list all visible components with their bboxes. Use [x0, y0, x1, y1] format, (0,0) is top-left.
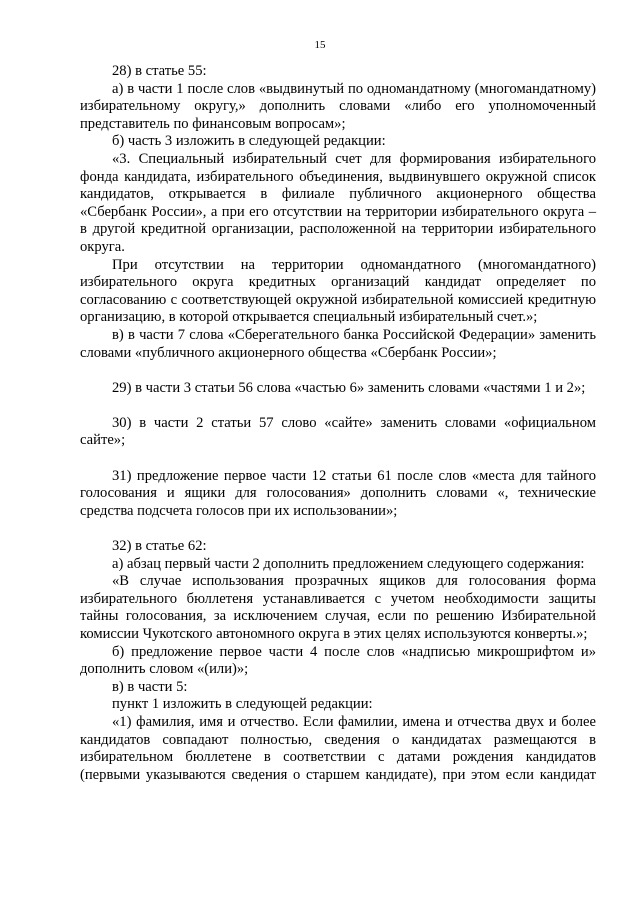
paragraph: 30) в части 2 статьи 57 слово «сайте» заменить словами «официальном сайте»; — [80, 414, 596, 449]
paragraph: а) абзац первый части 2 дополнить предложением следующего содержания: — [112, 555, 585, 572]
paragraph: 32) в статье 62: — [112, 538, 207, 555]
paragraph: а) в части 1 после слов «выдвинутый по одномандатному (многомандатному) избирательному округу,» дополнить словами «либо его уполномоченный представитель по финансовым вопросам»; — [80, 80, 596, 132]
page-number: 15 — [314, 39, 326, 51]
paragraph: 31) предложение первое части 12 статьи 61 после слов «места для тайного голосования и ящики для голосования» дополнить словами «, технические средства подсчета голосов при их использовании»; — [80, 467, 596, 519]
paragraph: б) часть 3 изложить в следующей редакции: — [112, 133, 386, 150]
paragraph: «В случае использования прозрачных ящиков для голосования форма избирательного бюллетеня устанавливается с учетом необходимости защиты тайны голосования, за исключением случая, если по решению Избирательной комиссии Чукотского автономного округа в этих целях используются конверты.»; — [80, 573, 596, 642]
paragraph: в) в части 7 слова «Сберегательного банка Российской Федерации» заменить словами «публичного акционерного общества «Сбербанк России»; — [80, 326, 596, 361]
paragraph: При отсутствии на территории одномандатного (многомандатного) избирательного округа кредитных организаций кандидат определяет по согласованию с соответствующей окружной избирательной комиссией кредитную организацию, в которой открывается специальный избирательный счет.»; — [80, 256, 596, 326]
paragraph: «1) фамилия, имя и отчество. Если фамилии, имена и отчества двух и более кандидатов совпадают полностью, сведения о кандидатах размещаются в избирательном бюллетене в соответствии с датами рождения кандидатов (первыми указываются сведения о старшем кандидате), при этом если кандидат — [80, 713, 596, 783]
paragraph: «3. Специальный избирательный счет для формирования избирательного фонда кандидата, избирательного объединения, выдвинувшего окружной список кандидатов, открывается в филиале публичного акционерного общества «Сбербанк России», а при его отсутствии на территории избирательного округа – в другой кредитной организации, расположенной на территории избирательного округа. — [80, 150, 596, 255]
paragraph: 28) в статье 55: — [112, 63, 207, 79]
paragraph: в) в части 5: — [112, 678, 188, 695]
paragraph: б) предложение первое части 4 после слов «надписью микрошрифтом и» дополнить словом «(или)»; — [80, 643, 596, 678]
document-body — [80, 63, 596, 784]
paragraph: пункт 1 изложить в следующей редакции: — [112, 696, 373, 713]
paragraph: 29) в части 3 статьи 56 слова «частью 6» заменить словами «частями 1 и 2»; — [112, 379, 586, 396]
